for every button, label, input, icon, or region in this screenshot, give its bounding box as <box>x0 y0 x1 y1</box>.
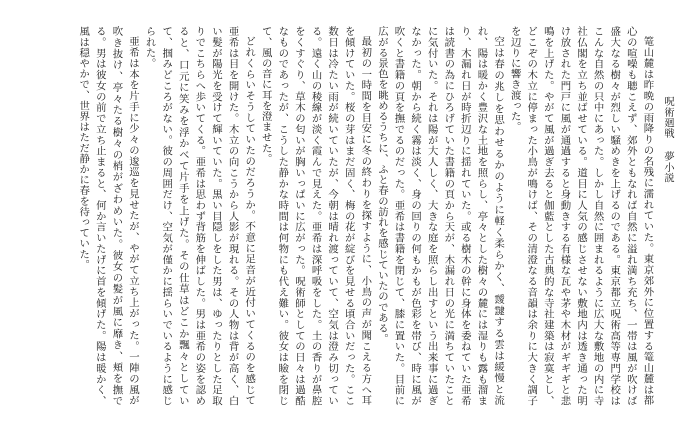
paragraph-4: どれくらいそうしていたのだろうか。不意に足音が近付いてくるのを感じて亜希は目を開けた。木立の向こうから人影が現れる。その人物は背が高く、白い髪が陽光を受けて輝いていた。黒い目隠しをした男は、ゆったりとした足取りでこちらへ歩いてくる。亜希は思わず背筋を伸ばした。男は亜希の姿を認めると、口元に笑みを浮かべて片手を上げた。その仕草はどこか飄々としていて、掴みどころがない。彼の周囲だけ、空気が僅かに揺らいでいるように感じられた。 <box>143 26 256 406</box>
paragraph-1: 篭山麓は昨晩の雨降りの名残に濡れていた。東京郊外に位置する篭山麓は都心の喧噪も聴こえず、郊外ともなれば自然に溢れ満ち充ち、一帯は風が吹けば盛大なる樹々が烈しい騒めきを上げるのである。東京都立呪術高等専門学校はこんな自然の只中にあった。しかし自然に囲まれるように広大な敷地の内に寺社仏閣を立ち並ばせている。道目に人気の感じさせない敷地内は透き通った明け放された門戸に風が通過すると身動きする有様な瓦や茅や木材がギギギと悲鳴を上げた。やがて風が過ぎ去ると伽藍とした古典的な寺社建築は寂寞とし、どこぞの木立に停まった小鳥が鳴けば、その清澄なる音韻は余りに大きく調子を辺りに響き渡った。 <box>508 26 654 406</box>
paragraph-3: 最初の一時間を目安に冬の終わりを探すように、小鳥の声が聞こえる方へ耳を傾けていた。桜の芽はまだ固く、梅の花が綻びを見せる頃合いだった。ここ数日は冷たい雨が続いていたが、今朝は晴れ渡っていて、空気は澄み切っている。遠く山の稜線が淡く霞んで見えた。亜希は深呼吸をした。土の香りが鼻腔をくすぐり、草木の匂いが胸いっぱいに広がった。呪術師としての日々は過酷なものであったが、こうした静かな時間は何物にも代え難い。彼女は瞼を閉じて、風の音に耳を澄ませた。 <box>259 26 372 406</box>
vertical-text-body <box>75 26 676 406</box>
title-line <box>659 26 676 406</box>
document-title: 呪術廻戦 <box>662 96 674 139</box>
paragraph-5: 亜希は本を片手に少々の逡巡を見せたが、やがて立ち上がった。一陣の風が吹き抜け、亭々たる樹々の梢がざわめいた。彼女の髪が風に靡き、頬を撫でる。男は彼女の前で立ち止まると、何か言いたげに首を傾げた。陽は暖かく、風は穏やかで、世界はただ静かに春を待っていた。 <box>77 26 139 406</box>
document-subtitle: 夢小説 <box>662 150 674 183</box>
paragraph-2: 空は春の兆しを思わせるかのように軽く柔らかく、靉靆する雲は緩慢と流れ、陽は暖かく豊沢な土地を照らし、亭々とした樹々の麓には湿りも露も溜まり、木漏れ日が時折辺りに揺れていた。或る樹木の幹に身体を委ねていた亜希は読書の為にひろげていた書籍の頁から天が、木漏れ日の光に満ちていたことに気付いた。それは陽が大人しく、大きな庭を照らし出すという出来事に過ぎなかった。朝から続く霧は淡く、身の回りの何もかもが色彩を帯び、時に風が吹くと書籍の頁を撫でるのだった。亜希は書籍を閉じて、膝に置いた。目前に広がる景色を眺めるうちに、ふと春の訪れを感じていたのである。 <box>375 26 505 406</box>
